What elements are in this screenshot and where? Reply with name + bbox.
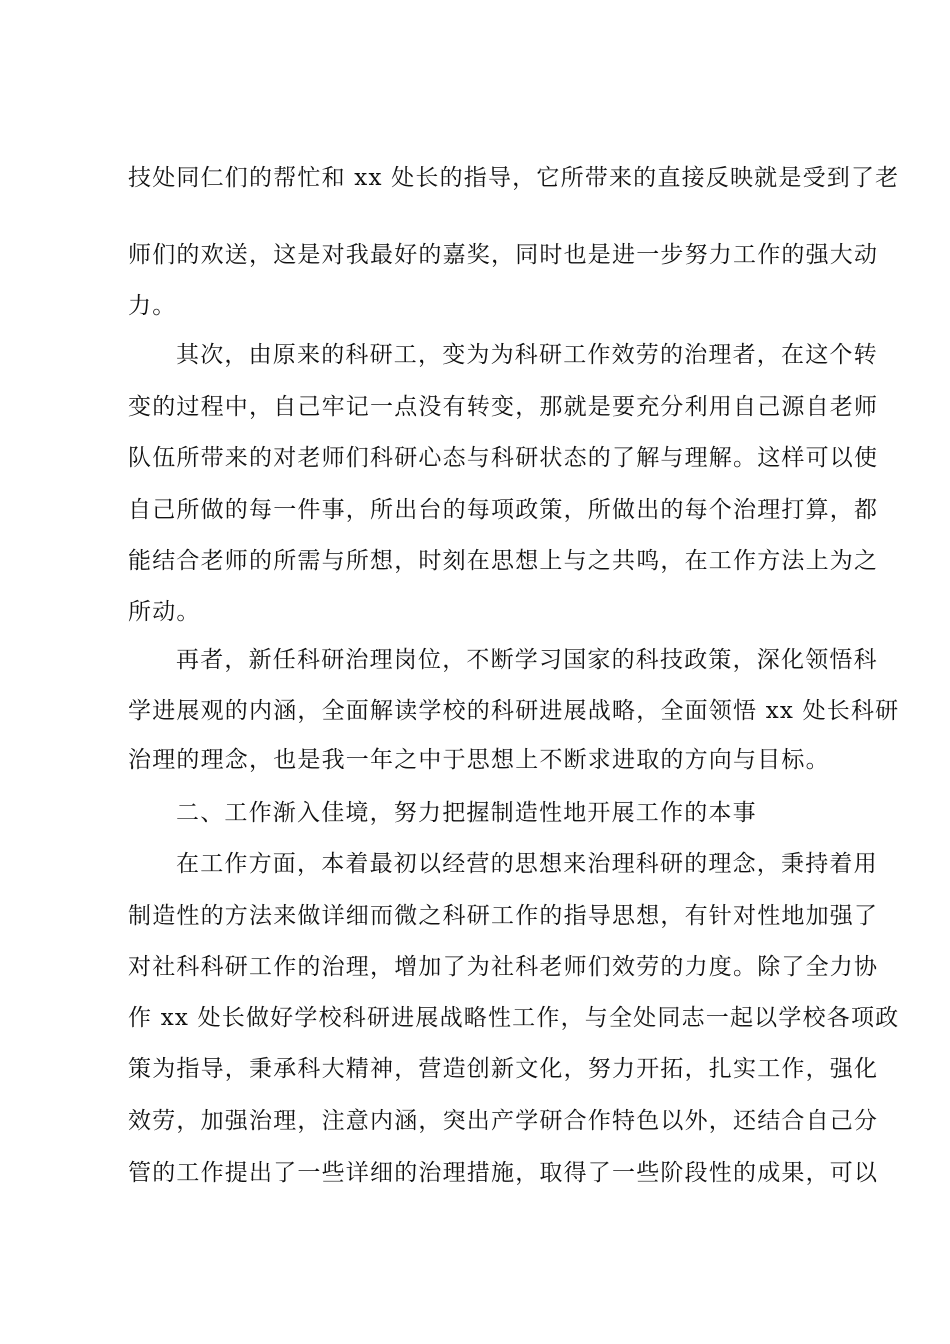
paragraph-line: 变的过程中，自己牢记一点没有转变，那就是要充分利用自己源自老师	[128, 394, 879, 420]
paragraph-line: 师们的欢送，这是对我最好的嘉奖，同时也是进一步努力工作的强大动	[128, 242, 879, 268]
paragraph-line: 制造性的方法来做详细而微之科研工作的指导思想，有针对性地加强了	[128, 903, 879, 929]
paragraph-line: 效劳，加强治理，注意内涵，突出产学研合作特色以外，还结合自己分	[128, 1108, 879, 1134]
paragraph-line: 在工作方面，本着最初以经营的思想来治理科研的理念，秉持着用	[176, 851, 878, 877]
paragraph-line: 所动。	[128, 599, 201, 625]
section-heading: 二、工作渐入佳境，努力把握制造性地开展工作的本事	[176, 800, 757, 826]
paragraph-line: 技处同仁们的帮忙和 xx 处长的指导，它所带来的直接反映就是受到了老	[128, 165, 900, 191]
paragraph-line: 能结合老师的所需与所想，时刻在思想上与之共鸣，在工作方法上为之	[128, 548, 879, 574]
paragraph-line: 队伍所带来的对老师们科研心态与科研状态的了解与理解。这样可以使	[128, 445, 879, 471]
paragraph-line: 作 xx 处长做好学校科研进展战略性工作，与全处同志一起以学校各项政	[128, 1005, 900, 1031]
paragraph-line: 策为指导，秉承科大精神，营造创新文化，努力开拓，扎实工作，强化	[128, 1056, 879, 1082]
paragraph-line: 管的工作提出了一些详细的治理措施，取得了一些阶段性的成果，可以	[128, 1160, 879, 1186]
paragraph-line: 力。	[128, 293, 177, 319]
paragraph-line: 再者，新任科研治理岗位，不断学习国家的科技政策，深化领悟科	[176, 647, 878, 673]
paragraph-line: 对社科科研工作的治理，增加了为社科老师们效劳的力度。除了全力协	[128, 954, 879, 980]
paragraph-line: 治理的理念，也是我一年之中于思想上不断求进取的方向与目标。	[128, 747, 830, 773]
paragraph-line: 自己所做的每一件事，所出台的每项政策，所做出的每个治理打算，都	[128, 497, 879, 523]
paragraph-line: 学进展观的内涵，全面解读学校的科研进展战略，全面领悟 xx 处长科研	[128, 698, 900, 724]
paragraph-line: 其次，由原来的科研工，变为为科研工作效劳的治理者，在这个转	[176, 342, 878, 368]
